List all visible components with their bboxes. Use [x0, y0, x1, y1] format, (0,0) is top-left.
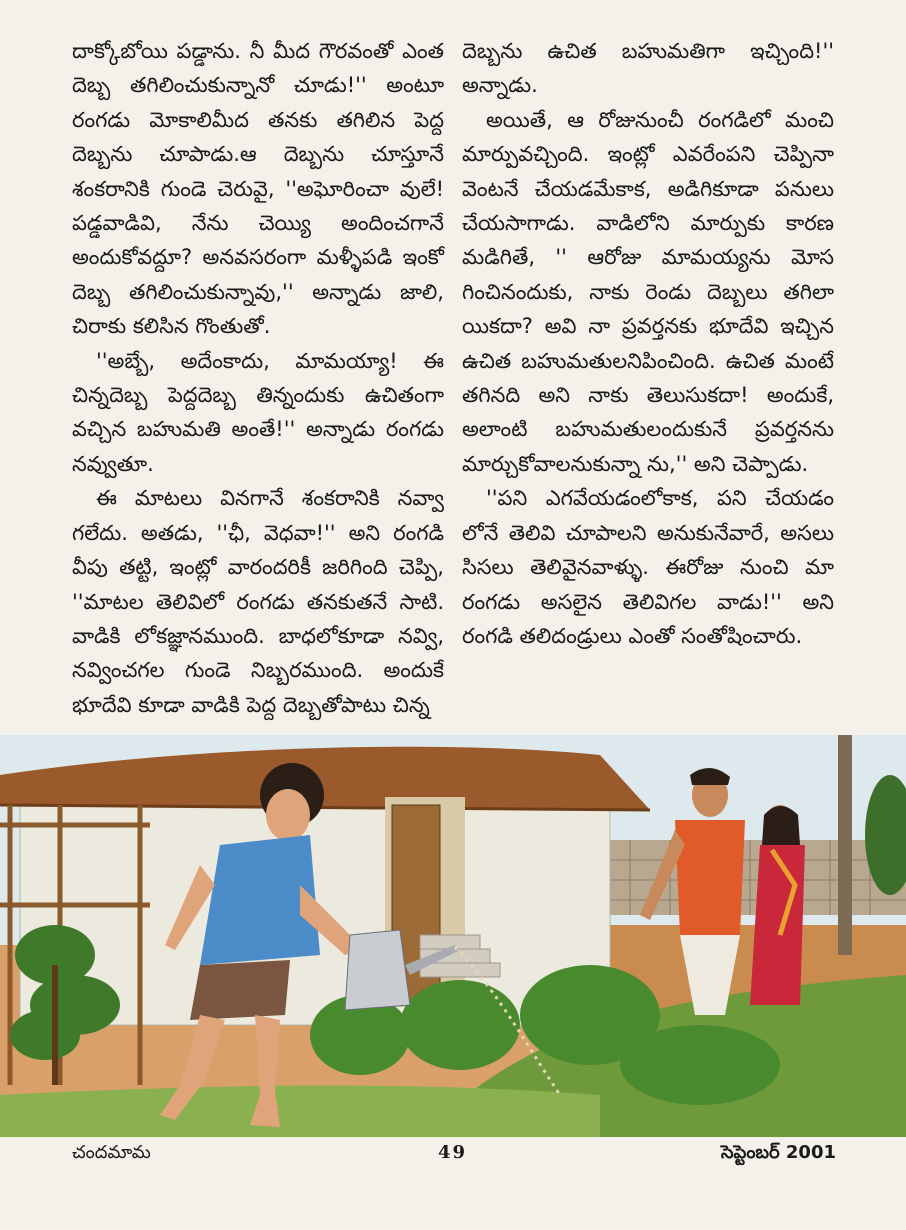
left-text-column	[72, 34, 444, 722]
paragraph: దాక్కోబోయి పడ్డాను. నీ మీద గౌరవంతో ఎంత దెబ్బ తగిలించుకున్నానో చూడు!'' అంటూ రంగడు మోకాలిమీద తనకు తగిలిన పెద్ద దెబ్బను చూపాడు.ఆ దెబ్బను చూస్తూనే శంకరానికి గుండె చెరువై, ''అఘోరించా వులే! పడ్డవాడివి, నేను చెయ్యి అందించగానే అందుకోవద్దూ? అనవసరంగా మళ్ళీపడి ఇంకో దెబ్బ తగిలించుకున్నావు,'' అన్నాడు జాలి, చిరాకు కలిసిన గొంతుతో.	[72, 39, 444, 339]
magazine-name: చందమామ	[72, 1142, 151, 1163]
page-number: 49	[438, 1142, 468, 1163]
paragraph: ''అబ్బే, అదేంకాదు, మామయ్యా! ఈ చిన్నదెబ్బ పెద్దదెబ్బ తిన్నందుకు ఉచితంగా వచ్చిన బహుమతి అంతే!'' అన్నాడు రంగడు నవ్వుతూ.	[72, 348, 444, 476]
issue-date: సెప్టెంబర్ 2001	[720, 1142, 836, 1163]
story-illustration	[0, 735, 906, 1137]
paragraph: దెబ్బను ఉచిత బహుమతిగా ఇచ్చింది!'' అన్నాడు.	[462, 39, 834, 98]
paragraph: ఈ మాటలు వినగానే శంకరానికి నవ్వా గలేదు. అతడు, ''ఛీ, వెధవా!'' అని రంగడి వీపు తట్టి, ఇంట్లో వారందరికీ జరిగింది చెప్పి, ''మాటల తెలివిలో రంగడు తనకుతనే సాటి. వాడికి లోకజ్ఞానముంది. బాధలోకూడా నవ్వి, నవ్వించగల గుండె నిబ్బరముంది. అందుకే భూదేవి కూడా వాడికి పెద్ద దెబ్బతోపాటు చిన్న	[72, 486, 445, 717]
paragraph: అయితే, ఆ రోజునుంచీ రంగడిలో మంచి మార్పువచ్చింది. ఇంట్లో ఎవరేంపని చెప్పినా వెంటనే చేయడమేకాక, అడిగికూడా పనులు చేయసాగాడు. వాడిలోని మార్పుకు కారణ మడిగితే, '' ఆరోజు మామయ్యను మోస గించినందుకు, నాకు రెండు దెబ్బలు తగిలా యికదా? అవి నా ప్రవర్తనకు భూదేవి ఇచ్చిన ఉచిత బహుమతులనిపించింది. ఉచిత మంటే తగినది అని నాకు తెలుసుకదా! అందుకే, అలాంటి బహుమతులందుకునే ప్రవర్తనను మార్చుకోవాలనుకున్నా ను,'' అని చెప్పాడు.	[462, 107, 834, 476]
grass-front	[0, 1086, 600, 1137]
paragraph: ''పని ఎగవేయడంలోకాక, పని చేయడం లోనే తెలివి చూపాలని అనుకునేవారే, అసలు సిసలు తెలివైనవాళ్ళు. ఈరోజు నుంచి మా రంగడు అసలైన తెలివిగల వాడు!'' అని రంగడి తలిదండ్రులు ఎంతో సంతోషించారు.	[462, 486, 834, 648]
page-footer	[0, 1142, 906, 1172]
right-text-column	[462, 34, 834, 653]
palm-trunk	[838, 735, 852, 955]
garden-scene-image	[0, 735, 906, 1137]
